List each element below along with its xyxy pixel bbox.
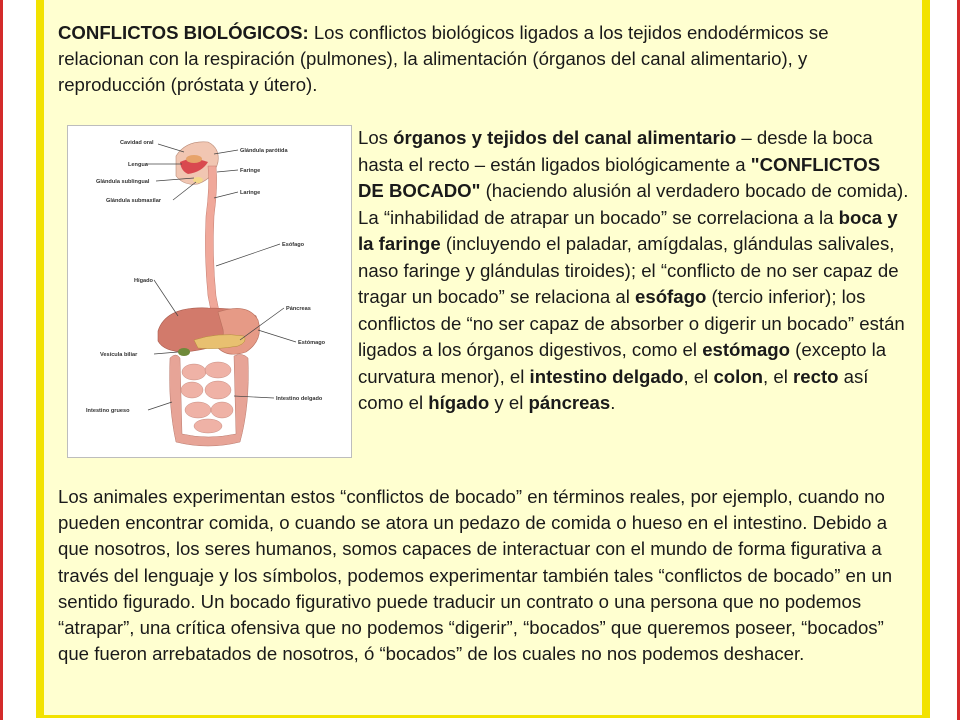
text-run: . — [610, 392, 616, 413]
text-run: , el — [763, 365, 794, 387]
left-red-edge — [0, 0, 3, 720]
label-glandula-sublingual: Glándula sublingual — [96, 179, 150, 185]
bold-higado: hígado — [428, 392, 490, 413]
label-lengua: Lengua — [128, 162, 148, 168]
intro-text: Los conflictos biológicos ligados a los tejidos endodérmicos se relacionan con la respiración (pulmones), la alimentación (órganos del canal alimentario), y reproducción (próstata y útero). — [58, 22, 829, 95]
text-run: , el — [683, 365, 714, 387]
bold-colon: colon — [713, 365, 764, 387]
text-run: Los — [358, 127, 394, 148]
digestive-system-diagram — [68, 126, 353, 459]
gallbladder-shape — [178, 348, 190, 356]
intro-paragraph — [58, 20, 914, 98]
text-run: (excepto la curvatura menor), el — [358, 339, 887, 387]
alimentary-canal-paragraph — [358, 125, 910, 417]
label-faringe: Faringe — [240, 168, 261, 174]
animals-conflicts-paragraph: Los animales experimentan estos “conflictos de bocado” en términos reales, por ejemplo, cuando no pueden encontrar comida, o cuando se atora un pedazo de comida o hueso en el intestino. Debido a que nosotros, los seres humanos, somos capaces de interactuar con el mundo de forma figurativa a través del lenguaje y los símbolos, podemos experimentar también tales “conflictos de bocado” en un sentido figurado. Un bocado figurativo puede traducir un contrato o una persona que no podemos “atrapar”, una crítica ofensiva que no podemos “digerir”, “bocados” que queremos poseer, “bocados” que fueron arrebatados de nosotros, ó “bocados” de los cuales no nos podemos deshacer. — [58, 486, 893, 665]
heading-title: CONFLICTOS BIOLÓGICOS: — [58, 22, 309, 43]
bold-esofago: esófago — [635, 286, 707, 307]
bold-recto: recto — [793, 365, 839, 387]
esophagus-shape — [205, 166, 220, 316]
label-glandula-submaxilar: Glándula submaxilar — [106, 198, 162, 204]
label-laringe: Laringe — [240, 190, 261, 196]
text-run: – desde la boca hasta el recto – están ligados biológicamente a — [358, 127, 873, 175]
label-vesicula-biliar: Vesícula biliar — [100, 352, 138, 358]
text-run: (tercio inferior); los conflictos de “no ser capaz de absorber o digerir un bocado” están ligados a los órganos digestivos, como el — [358, 286, 905, 360]
label-glandula-parotida: Glándula parótida — [240, 148, 288, 154]
label-esofago: Esófago — [282, 242, 305, 248]
bold-organos-canal: órganos y tejidos del canal alimentario — [393, 127, 737, 148]
label-intestino-grueso: Intestino grueso — [86, 408, 130, 414]
text-run: así como el — [358, 365, 869, 413]
text-run: (incluyendo el paladar, amígdalas, glándulas salivales, naso faringe y glándulas tiroides); el “conflicto de no ser capaz de tragar un bocado” se relaciona al — [358, 233, 899, 307]
slide-panel — [36, 0, 930, 718]
label-estomago: Estómago — [298, 340, 326, 346]
label-cavidad-oral: Cavidad oral — [120, 140, 154, 146]
digestive-system-figure — [67, 125, 352, 458]
bold-pancreas: páncreas — [528, 392, 611, 413]
bold-intestino-delgado: intestino delgado — [529, 365, 684, 387]
label-pancreas: Páncreas — [286, 306, 311, 312]
text-run: (haciendo alusión al verdadero bocado de comida). La “inhabilidad de atrapar un bocado” se correlaciona a la — [358, 180, 909, 228]
bold-conflictos-bocado: "CONFLICTOS DE BOCADO" — [358, 153, 881, 201]
bold-boca-faringe: boca y la faringe — [358, 206, 898, 254]
small-intestine-shape — [181, 362, 233, 433]
text-run: y el — [489, 392, 529, 413]
label-intestino-delgado: Intestino delgado — [276, 396, 323, 402]
label-higado: Hígado — [134, 278, 153, 284]
bold-estomago: estómago — [702, 339, 791, 360]
